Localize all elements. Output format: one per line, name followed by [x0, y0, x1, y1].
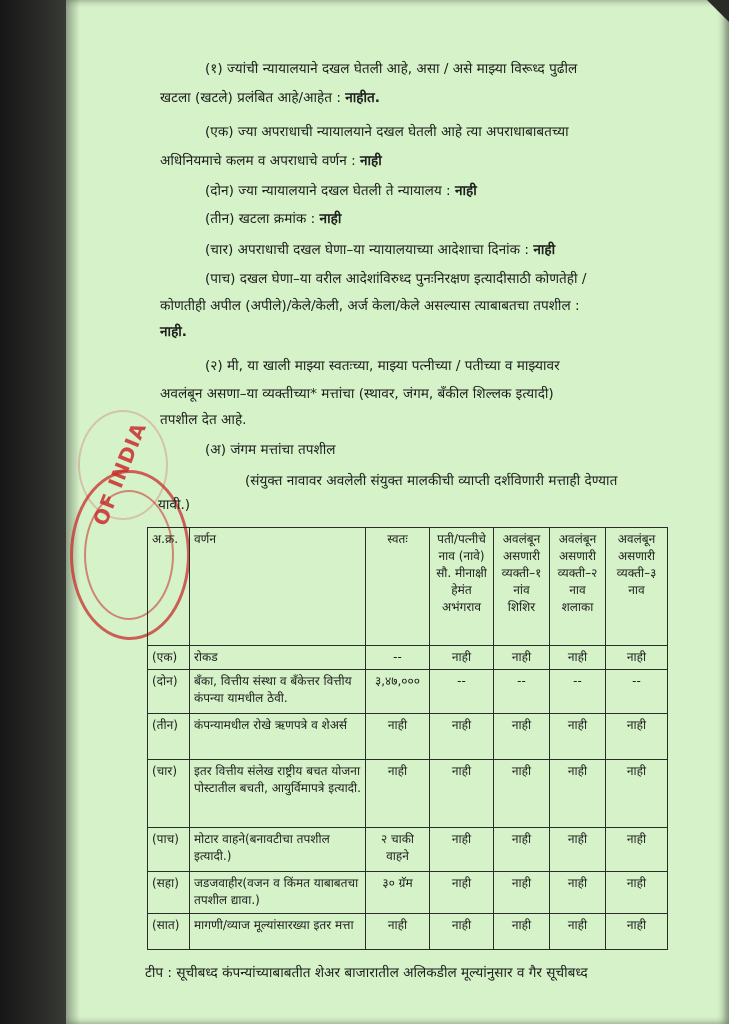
row-self-value: --	[366, 646, 430, 670]
folded-corner	[707, 0, 729, 22]
row-serial: (दोन)	[148, 670, 190, 714]
sub-char	[205, 240, 555, 260]
row-dep3-value: नाही	[606, 646, 668, 670]
table-row	[148, 646, 668, 670]
header-dependent-2: अवलंबून असणारी व्यक्ती–२ नाव शलाका	[550, 528, 606, 646]
row-dep1-value: नाही	[494, 828, 550, 872]
header-dependent-1: अवलंबून असणारी व्यक्ती–१ नांव शिशिर	[494, 528, 550, 646]
table-row	[148, 714, 668, 760]
row-description: इतर वित्तीय संलेख राष्ट्रीय बचत योजना पोस्टातील बचती, आयुर्विमापत्रे इत्यादी.	[190, 760, 366, 828]
table-row	[148, 914, 668, 950]
row-serial: (तीन)	[148, 714, 190, 760]
sub-don-text: (दोन) ज्या न्यायालयाने दखल घेतली ते न्यायालय :	[205, 183, 455, 199]
stamp-text: OF INDIA	[88, 418, 152, 529]
sub-pach-line1: (पाच) दखल घेणा–या वरील आदेशांविरुध्द पुनःनिरक्षण इत्यादीसाठी कोणतेही /	[205, 271, 587, 287]
scanner-dark-edge	[0, 0, 76, 1024]
sub-don	[205, 181, 477, 201]
row-dep1-value: नाही	[494, 872, 550, 914]
row-dep1-value: नाही	[494, 760, 550, 828]
row-serial: (एक)	[148, 646, 190, 670]
header-self: स्वतः	[366, 528, 430, 646]
row-spouse-value: नाही	[430, 714, 494, 760]
sub-don-answer: नाही	[454, 183, 477, 199]
section-a-heading: (अ) जंगम मत्तांचा तपशील	[205, 442, 336, 458]
row-spouse-value: नाही	[430, 872, 494, 914]
section-a-note-line2: यावी.)	[158, 497, 191, 513]
section-a-note-line1: (संयुक्त नावावर अवलेली संयुक्त मालकीची व्याप्ती दर्शविणारी मत्ताही देण्यात	[245, 473, 618, 489]
para1-line1: (१) ज्यांची न्यायालयाने दखल घेतली आहे, असा / असे माझ्या विरूध्द पुढील	[205, 61, 578, 77]
sub-ek-answer: नाही	[359, 153, 382, 169]
header-description: वर्णन	[190, 528, 366, 646]
row-spouse-value: नाही	[430, 760, 494, 828]
table-row	[148, 760, 668, 828]
table-row	[148, 828, 668, 872]
row-self-value: नाही	[366, 914, 430, 950]
sub-char-text: (चार) अपराधाची दखल घेणा–या न्यायालयाच्या आदेशाचा दिनांक :	[205, 242, 534, 258]
sub-ek-line1: (एक) ज्या अपराधाची न्यायालयाने दखल घेतली आहे त्या अपराधाबाबतच्या	[205, 124, 569, 140]
table-row	[148, 670, 668, 714]
sub-pach-line2: कोणतीही अपील (अपीले)/केले/केली, अर्ज केला/केले असल्यास त्याबाबतचा तपशील :	[160, 298, 580, 314]
row-self-value: २ चाकी वाहने	[366, 828, 430, 872]
row-spouse-value: नाही	[430, 646, 494, 670]
row-description: कंपन्यामधील रोखे ऋणपत्रे व शेअर्स	[190, 714, 366, 760]
row-dep2-value: नाही	[550, 646, 606, 670]
sub-teen-answer: नाही	[319, 211, 342, 227]
row-dep3-value: --	[606, 670, 668, 714]
row-dep1-value: नाही	[494, 646, 550, 670]
para1-line2-text: खटला (खटले) प्रलंबित आहे/आहेत :	[160, 90, 346, 106]
header-dependent-3: अवलंबून असणारी व्यक्ती–३ नाव	[606, 528, 668, 646]
footer-note: टीप : सूचीबध्द कंपन्यांच्याबाबतीत शेअर बाजारातील अलिकडील मूल्यांनुसार व गैर सूचीबध्द	[145, 965, 588, 981]
row-dep1-value: नाही	[494, 914, 550, 950]
para2-line3: तपशील देत आहे.	[160, 412, 247, 428]
header-serial-no: अ.क्र.	[148, 528, 190, 646]
row-spouse-value: नाही	[430, 828, 494, 872]
sub-ek-line2	[160, 151, 382, 171]
table-header-row	[148, 528, 668, 646]
row-description: बँका, वित्तीय संस्था व बँकेत्तर वित्तीय कंपन्या यामधील ठेवी.	[190, 670, 366, 714]
row-dep3-value: नाही	[606, 714, 668, 760]
sub-ek-line2-text: अधिनियमाचे कलम व अपराधाचे वर्णन :	[160, 153, 360, 169]
row-dep3-value: नाही	[606, 914, 668, 950]
row-self-value: नाही	[366, 714, 430, 760]
row-self-value: नाही	[366, 760, 430, 828]
row-spouse-value: --	[430, 670, 494, 714]
movable-assets-table	[147, 527, 668, 950]
row-dep2-value: --	[550, 670, 606, 714]
header-spouse: पती/पत्नीचे नाव (नावे) सौ. मीनाक्षी हेमंत अभंगराव	[430, 528, 494, 646]
row-dep1-value: नाही	[494, 714, 550, 760]
row-dep2-value: नाही	[550, 914, 606, 950]
table-row	[148, 872, 668, 914]
row-dep2-value: नाही	[550, 872, 606, 914]
row-dep2-value: नाही	[550, 714, 606, 760]
row-serial: (चार)	[148, 760, 190, 828]
sub-pach-answer: नाही.	[160, 324, 187, 340]
row-description: रोकड	[190, 646, 366, 670]
row-self-value: ३० ग्रॅम	[366, 872, 430, 914]
row-dep3-value: नाही	[606, 872, 668, 914]
row-dep3-value: नाही	[606, 828, 668, 872]
row-dep1-value: --	[494, 670, 550, 714]
sub-teen	[205, 209, 341, 229]
para2-line2: अवलंबून असणा–या व्यक्तीच्या* मत्तांचा (स्थावर, जंगम, बँकील शिल्लक इत्यादी)	[160, 386, 554, 402]
row-serial: (सात)	[148, 914, 190, 950]
row-dep2-value: नाही	[550, 760, 606, 828]
row-dep3-value: नाही	[606, 760, 668, 828]
row-description: जडजवाहीर(वजन व किंमत याबाबतचा तपशील द्यावा.)	[190, 872, 366, 914]
para1-answer: नाहीत.	[345, 90, 380, 106]
row-serial: (पाच)	[148, 828, 190, 872]
para1-line2	[160, 88, 380, 108]
row-serial: (सहा)	[148, 872, 190, 914]
row-description: मागणी/व्याज मूल्यांसारख्या इतर मत्ता	[190, 914, 366, 950]
sub-char-answer: नाही	[533, 242, 556, 258]
row-dep2-value: नाही	[550, 828, 606, 872]
sub-teen-text: (तीन) खटला क्रमांक :	[205, 211, 320, 227]
row-self-value: ३,४७,०००	[366, 670, 430, 714]
row-spouse-value: नाही	[430, 914, 494, 950]
row-description: मोटार वाहने(बनावटीचा तपशील इत्यादी.)	[190, 828, 366, 872]
para2-line1: (२) मी, या खाली माझ्या स्वतःच्या, माझ्या पत्नीच्या / पतीच्या व माझ्यावर	[205, 358, 560, 374]
